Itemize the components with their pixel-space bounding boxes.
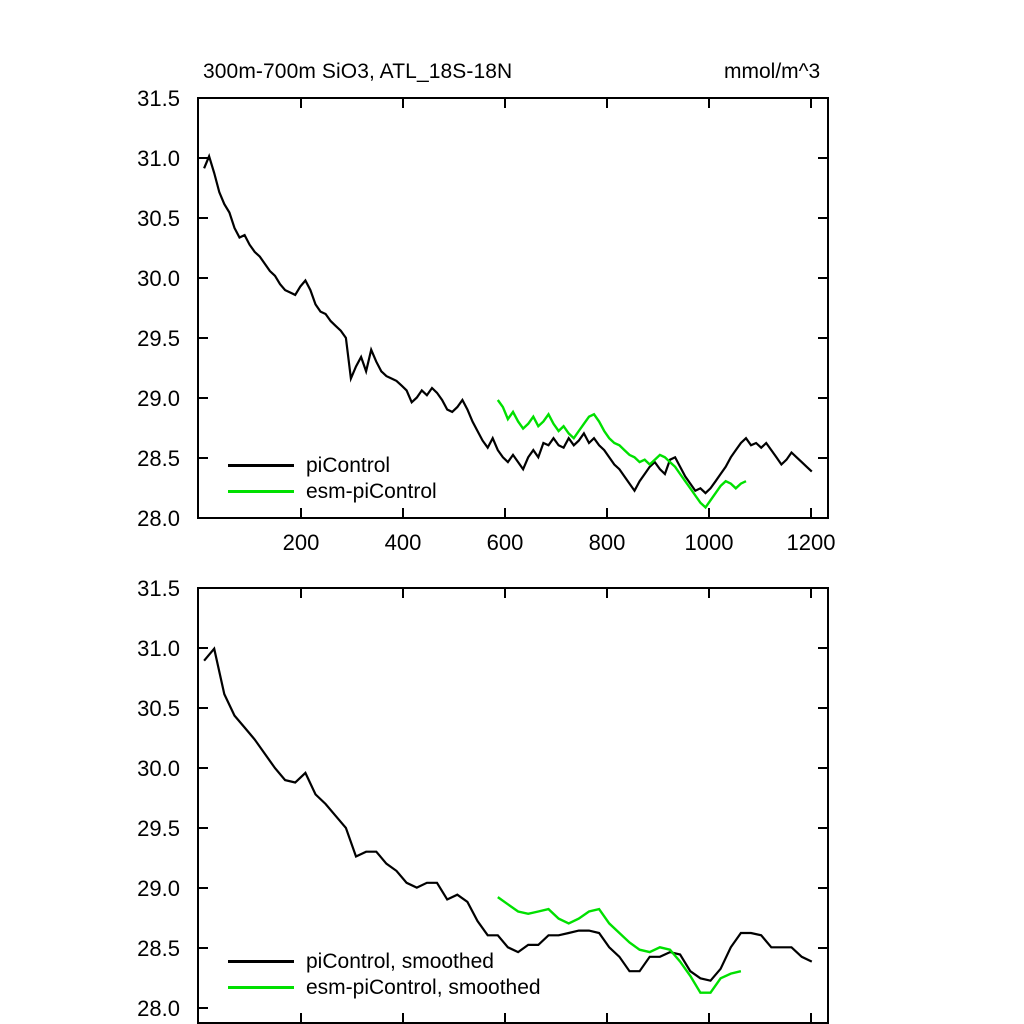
ytick-label: 31.0 (137, 146, 180, 171)
legend-entry (228, 452, 437, 478)
xtick-label: 600 (486, 530, 524, 555)
xtick-label: 1000 (684, 530, 734, 555)
ytick-label: 29.0 (137, 876, 180, 901)
ytick-label: 28.5 (137, 936, 180, 961)
ytick-label: 29.5 (137, 816, 180, 841)
legend-raw (228, 452, 437, 504)
legend-swatch-esm-picontrol-smoothed (228, 986, 294, 989)
ytick-label: 30.0 (137, 266, 180, 291)
ytick-label: 31.5 (137, 86, 180, 111)
xtick-label: 400 (384, 530, 422, 555)
xtick-label: 800 (588, 530, 626, 555)
xtick-label: 1200 (786, 530, 836, 555)
ytick-label: 31.0 (137, 636, 180, 661)
legend-entry (228, 948, 541, 974)
series-line-picontrol-smoothed (204, 649, 812, 981)
ytick-label: 31.5 (137, 576, 180, 601)
xtick-label: 200 (282, 530, 320, 555)
legend-label: piControl, smoothed (306, 949, 494, 973)
legend-swatch-esm-picontrol (228, 490, 294, 493)
series-line-picontrol (204, 156, 812, 493)
legend-swatch-picontrol-smoothed (228, 960, 294, 963)
ytick-label: 30.5 (137, 696, 180, 721)
ytick-label: 30.0 (137, 756, 180, 781)
legend-label: esm-piControl, smoothed (306, 975, 541, 999)
chart-panel-smoothed (0, 576, 1024, 1024)
legend-entry (228, 478, 437, 504)
legend-smoothed (228, 948, 541, 1000)
legend-label: esm-piControl (306, 479, 437, 503)
ytick-label: 28.5 (137, 446, 180, 471)
chart-title: 300m-700m SiO3, ATL_18S-18N (203, 60, 513, 83)
legend-entry (228, 974, 541, 1000)
ytick-label: 29.0 (137, 386, 180, 411)
ytick-label: 28.0 (137, 996, 180, 1021)
legend-label: piControl (306, 453, 391, 477)
legend-swatch-picontrol (228, 464, 294, 467)
ytick-label: 30.5 (137, 206, 180, 231)
ytick-label: 28.0 (137, 506, 180, 531)
chart-units-label: mmol/m^3 (724, 60, 821, 83)
ytick-label: 29.5 (137, 326, 180, 351)
